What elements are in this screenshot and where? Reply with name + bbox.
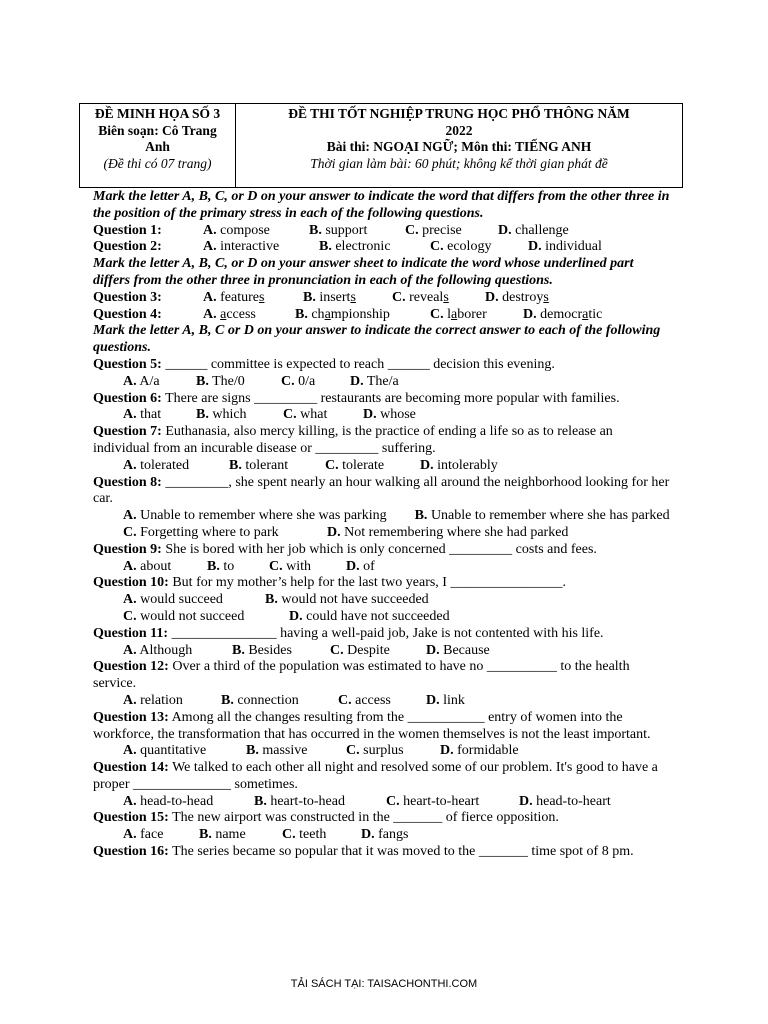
option-c: C. with: [269, 558, 312, 574]
option-c: C. access: [338, 692, 391, 708]
option-a: A. A/a: [123, 373, 160, 389]
option-a: A. would succeed: [123, 592, 223, 608]
option-a: A. relation: [123, 692, 183, 708]
option-c: C. 0/a: [281, 373, 316, 389]
question-11: Question 11: _______________ having a well-paid job, Jake is not contented with his life.: [93, 625, 604, 641]
question-4: [93, 307, 673, 324]
author-line: Biên soạn: Cô Trang: [98, 122, 217, 138]
instruction-pronunciation: Mark the letter A, B, C, or D on your answer sheet to indicate the word whose underlined part differs from the other three in pronunciation in each of the following questions.: [93, 256, 634, 288]
question-15: Question 15: The new airport was constructed in the _______ of fierce opposition.: [93, 810, 559, 826]
question-15-options: [93, 827, 673, 844]
option-c: C. surplus: [346, 743, 404, 759]
option-d: D. Because: [426, 642, 490, 658]
option-d: D. whose: [363, 407, 416, 423]
option-c: C. reveals: [392, 289, 449, 305]
header-rule: [445, 187, 500, 188]
option-c: C. laborer: [430, 306, 487, 322]
question-label: Question 1:: [93, 222, 162, 238]
question-6-options: [93, 407, 673, 424]
option-b: B. which: [196, 407, 247, 423]
option-d: D. intolerably: [420, 457, 498, 473]
option-d: D. challenge: [498, 222, 569, 238]
option-b: B. Besides: [232, 642, 292, 658]
option-b: B. would not have succeeded: [265, 592, 429, 608]
option-c: C. teeth: [282, 827, 327, 843]
exam-header-box: [79, 103, 683, 188]
question-2: [93, 239, 673, 256]
option-b: B. championship: [295, 306, 390, 322]
question-label: Question 4:: [93, 306, 162, 322]
option-d: D. of: [346, 558, 375, 574]
option-c: C. tolerate: [325, 457, 385, 473]
question-7: Question 7: Euthanasia, also mercy killing, is the practice of ending a life so as to release an individual from an incurable disease or _________ suffering.: [93, 424, 613, 456]
option-b: B. support: [309, 222, 368, 238]
exam-year: 2022: [445, 122, 473, 138]
option-a: A. about: [123, 558, 172, 574]
question-12: Question 12: Over a third of the population was estimated to have no __________ to the health service.: [93, 659, 630, 692]
option-b: B. connection: [221, 692, 299, 708]
option-d: D. The/a: [350, 373, 399, 389]
option-a: A. face: [123, 827, 164, 843]
author-line-2: Anh: [145, 139, 170, 154]
question-16: Question 16: The series became so popular that it was moved to the _______ time spot of 8 pm.: [93, 844, 634, 860]
option-b: B. The/0: [196, 373, 245, 389]
option-c: C. precise: [405, 222, 462, 238]
question-10: Question 10: But for my mother’s help for the last two years, I ________________.: [93, 575, 566, 591]
exam-time: Thời gian làm bài: 60 phút; không kể thời gian phát đề: [310, 155, 608, 171]
question-label: Question 3:: [93, 289, 162, 305]
option-b: B. Unable to remember where she has parked: [414, 508, 670, 524]
option-a: A. features: [203, 289, 265, 305]
exam-code: ĐỀ MINH HỌA SỐ 3: [94, 106, 221, 121]
question-1: [93, 223, 673, 240]
question-9: Question 9: She is bored with her job which is only concerned _________ costs and fees.: [93, 541, 597, 557]
question-8: Question 8: _________, she spent nearly an hour walking all around the neighborhood looking for her car.: [93, 474, 670, 507]
option-a: A. compose: [203, 222, 270, 238]
option-a: A. tolerated: [123, 457, 190, 473]
option-c: C. Forgetting where to park: [123, 524, 279, 540]
option-b: B. massive: [246, 743, 308, 759]
question-14: Question 14: We talked to each other all night and resolved some of our problem. It's good to have a proper ______________ sometimes.: [93, 760, 658, 792]
option-b: B. inserts: [303, 289, 356, 305]
option-d: D. could have not succeeded: [289, 608, 450, 624]
question-7-options: [93, 458, 673, 475]
option-c: C. ecology: [430, 239, 492, 255]
option-d: D. destroys: [485, 289, 549, 305]
option-a: A. interactive: [203, 239, 280, 255]
option-a: A. Unable to remember where she was parking: [123, 508, 387, 524]
question-6: Question 6: There are signs _________ restaurants are becoming more popular with families.: [93, 390, 620, 406]
option-d: D. head-to-heart: [519, 793, 611, 809]
option-c: C. would not succeed: [123, 608, 245, 624]
option-a: A. Although: [123, 642, 193, 658]
page-count: (Đề thi có 07 trang): [103, 155, 212, 171]
question-8-options-ab: [93, 508, 673, 525]
question-14-options: [93, 794, 673, 811]
question-8-options-cd: [93, 525, 673, 542]
question-10-options-ab: [93, 592, 673, 609]
option-d: D. democratic: [523, 306, 603, 322]
question-5-options: [93, 374, 673, 391]
option-b: B. to: [207, 558, 235, 574]
question-13: Question 13: Among all the changes resulting from the ___________ entry of women into the workforce, the transformation that has occurred in the women themselves is not the least important.: [93, 709, 651, 742]
header-right: [236, 106, 682, 172]
option-b: B. tolerant: [229, 457, 289, 473]
option-a: A. access: [203, 306, 256, 322]
option-d: D. link: [426, 692, 465, 708]
question-12-options: [93, 693, 673, 710]
option-b: B. heart-to-head: [254, 793, 345, 809]
exam-title: ĐỀ THI TỐT NGHIỆP TRUNG HỌC PHỔ THÔNG NĂM: [288, 106, 630, 121]
question-10-options-cd: [93, 609, 673, 626]
question-label: Question 2:: [93, 239, 162, 255]
option-c: C. Despite: [330, 642, 390, 658]
option-c: C. what: [283, 407, 328, 423]
option-d: D. fangs: [361, 827, 409, 843]
option-a: A. quantitative: [123, 743, 207, 759]
question-5: Question 5: ______ committee is expected to reach ______ decision this evening.: [93, 356, 555, 372]
question-11-options: [93, 643, 673, 660]
question-3: [93, 290, 673, 307]
question-9-options: [93, 559, 673, 576]
option-a: A. that: [123, 407, 162, 423]
footer-link[interactable]: TẢI SÁCH TẠI: TAISACHONTHI.COM: [290, 978, 478, 990]
option-c: C. heart-to-heart: [386, 793, 480, 809]
option-b: B. electronic: [319, 239, 391, 255]
instruction-correct: Mark the letter A, B, C or D on your answer to indicate the correct answer to each of the following questions.: [93, 323, 661, 356]
exam-content: [93, 189, 673, 861]
instruction-stress: Mark the letter A, B, C, or D on your answer to indicate the word that differs from the other three in the position of the primary stress in each of the following questions.: [93, 189, 670, 221]
question-13-options: [93, 743, 673, 760]
exam-subject: Bài thi: NGOẠI NGỮ; Môn thi: TIẾNG ANH: [326, 139, 592, 154]
option-d: D. formidable: [440, 743, 519, 759]
option-d: D. individual: [528, 239, 602, 255]
option-b: B. name: [199, 827, 246, 843]
option-d: D. Not remembering where she had parked: [327, 524, 569, 540]
header-left: [80, 106, 235, 172]
option-a: A. head-to-head: [123, 793, 214, 809]
